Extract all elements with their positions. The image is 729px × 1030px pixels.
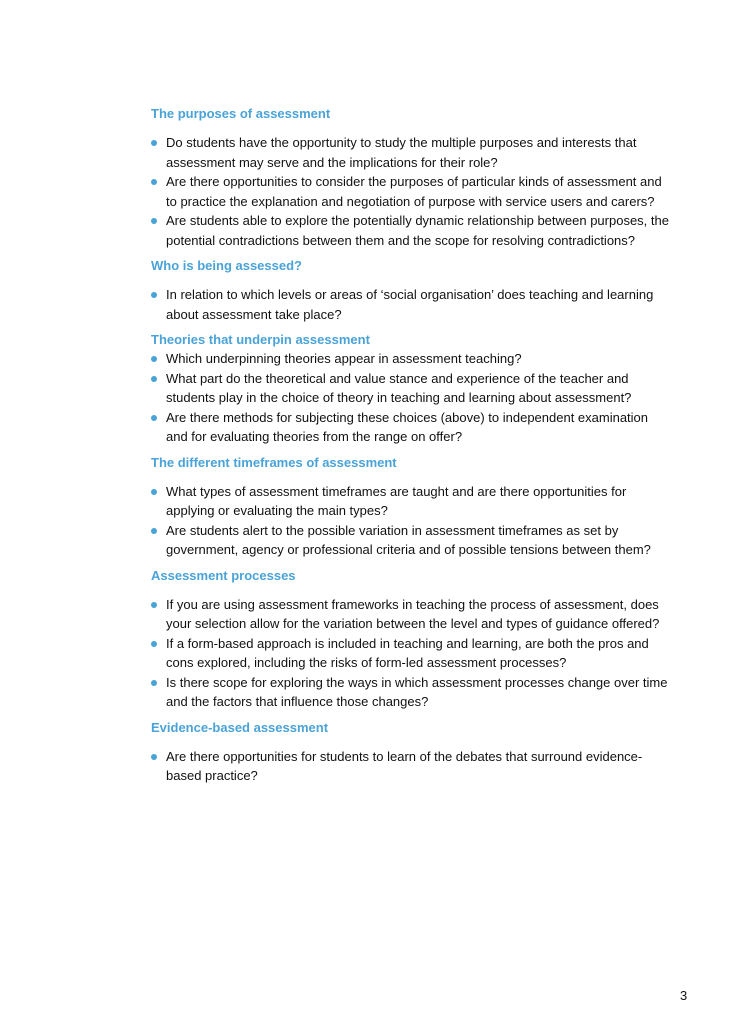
list-item-text: Are there opportunities for students to learn of the debates that surround evidence-based practice? bbox=[166, 748, 643, 783]
section-heading: Assessment processes bbox=[151, 567, 296, 583]
list-item-text: Is there scope for exploring the ways in which assessment processes change over time and the factors that influence those changes? bbox=[166, 674, 668, 709]
bullet-dot-icon bbox=[151, 356, 157, 362]
bullet-list bbox=[151, 133, 671, 250]
list-item bbox=[151, 673, 671, 712]
bullet-dot-icon bbox=[151, 179, 157, 185]
page-number: 3 bbox=[680, 988, 688, 1003]
list-item bbox=[151, 285, 671, 324]
list-item-text: Do students have the opportunity to study the multiple purposes and interests that assessment may serve and the implications for their role? bbox=[166, 135, 637, 170]
document-body bbox=[151, 104, 671, 792]
list-item bbox=[151, 369, 671, 408]
bullet-list bbox=[151, 349, 671, 447]
list-item bbox=[151, 521, 671, 560]
list-item bbox=[151, 747, 671, 786]
list-item-text: Are there methods for subjecting these choices (above) to independent examination and for evaluating theories from the range on offer? bbox=[166, 409, 649, 444]
section-purposes bbox=[151, 104, 671, 250]
list-item bbox=[151, 482, 671, 521]
bullet-dot-icon bbox=[151, 376, 157, 382]
section-timeframes bbox=[151, 453, 671, 560]
list-item bbox=[151, 349, 671, 369]
section-who-assessed bbox=[151, 256, 671, 324]
bullet-dot-icon bbox=[151, 528, 157, 534]
list-item-text: If you are using assessment frameworks in teaching the process of assessment, does your selection allow for the variation between the level and types of guidance offered? bbox=[166, 596, 660, 631]
section-heading: Theories that underpin assessment bbox=[151, 332, 370, 347]
list-item-text: What types of assessment timeframes are taught and are there opportunities for applying or evaluating the main types? bbox=[166, 483, 627, 518]
section-theories bbox=[151, 330, 671, 447]
bullet-list bbox=[151, 285, 671, 324]
list-item-text: Which underpinning theories appear in assessment teaching? bbox=[166, 351, 522, 366]
list-item bbox=[151, 408, 671, 447]
list-item bbox=[151, 595, 671, 634]
bullet-dot-icon bbox=[151, 602, 157, 608]
bullet-dot-icon bbox=[151, 489, 157, 495]
list-item-text: Are students alert to the possible variation in assessment timeframes as set by government, agency or professional criteria and of possible tensions between them? bbox=[166, 522, 651, 557]
bullet-dot-icon bbox=[151, 754, 157, 760]
list-item bbox=[151, 634, 671, 673]
list-item-text: What part do the theoretical and value stance and experience of the teacher and students play in the choice of theory in teaching and learning about assessment? bbox=[166, 370, 632, 405]
section-heading: The purposes of assessment bbox=[151, 106, 331, 121]
bullet-dot-icon bbox=[151, 140, 157, 146]
section-heading: Who is being assessed? bbox=[151, 258, 302, 273]
list-item bbox=[151, 172, 671, 211]
section-heading: The different timeframes of assessment bbox=[151, 454, 397, 470]
bullet-dot-icon bbox=[151, 218, 157, 224]
list-item bbox=[151, 133, 671, 172]
bullet-dot-icon bbox=[151, 680, 157, 686]
list-item-text: Are there opportunities to consider the purposes of particular kinds of assessment and to practice the explanation and negotiation of purpose with service users and carers? bbox=[166, 174, 662, 209]
list-item-text: If a form-based approach is included in teaching and learning, are both the pros and cons explored, including the risks of form-led assessment processes? bbox=[166, 635, 649, 670]
list-item bbox=[151, 211, 671, 250]
bullet-dot-icon bbox=[151, 292, 157, 298]
bullet-dot-icon bbox=[151, 415, 157, 421]
bullet-list bbox=[151, 482, 671, 560]
section-evidence-based bbox=[151, 718, 671, 786]
bullet-list bbox=[151, 747, 671, 786]
bullet-list bbox=[151, 595, 671, 712]
section-processes bbox=[151, 566, 671, 712]
bullet-dot-icon bbox=[151, 641, 157, 647]
list-item-text: Are students able to explore the potentially dynamic relationship between purposes, the potential contradictions between them and the scope for resolving contradictions? bbox=[166, 213, 669, 248]
section-heading: Evidence-based assessment bbox=[151, 719, 329, 735]
list-item-text: In relation to which levels or areas of ‘social organisation’ does teaching and learning about assessment take place? bbox=[166, 287, 654, 322]
